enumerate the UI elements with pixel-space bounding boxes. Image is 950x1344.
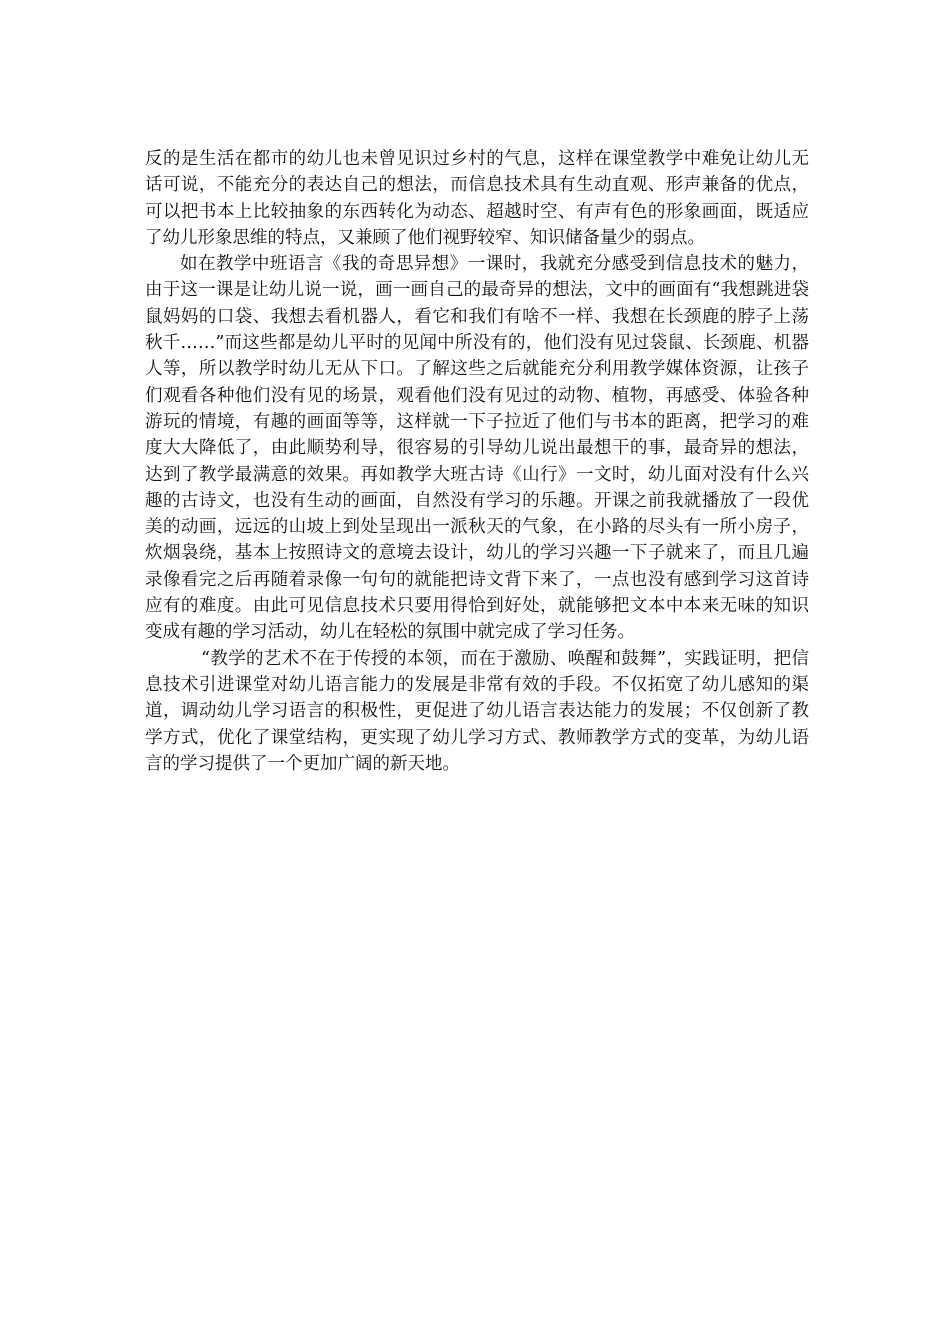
document-body [145,146,809,777]
paragraph-continuation: 反的是生活在都市的幼儿也未曾见识过乡村的气息，这样在课堂教学中难免让幼儿无话可说，不能充分的表达自己的想法，而信息技术具有生动直观、形声兼备的优点，可以把书本上比较抽象的东西转化为动态、超越时空、有声有色的形象画面，既适应了幼儿形象思维的特点，又兼顾了他们视野较窄、知识储备量少的弱点。 [145,149,809,248]
paragraph-example-lessons: 如在教学中班语言《我的奇思异想》一课时，我就充分感受到信息技术的魅力，由于这一课是让幼儿说一说，画一画自己的最奇异的想法，文中的画面有“我想跳进袋鼠妈妈的口袋、我想去看机器人，看它和我们有啥不一样、我想在长颈鹿的脖子上荡秋千……”而这些都是幼儿平时的见闻中所没有的，他们没有见过袋鼠、长颈鹿、机器人等，所以教学时幼儿无从下口。了解这些之后就能充分利用教学媒体资源，让孩子们观看各种他们没有见的场景，观看他们没有见过的动物、植物，再感受、体验各种游玩的情境，有趣的画面等等，这样就一下子拉近了他们与书本的距离，把学习的难度大大降低了，由此顺势利导，很容易的引导幼儿说出最想干的事，最奇异的想法，达到了教学最满意的效果。再如教学大班古诗《山行》一文时，幼儿面对没有什么兴趣的古诗文，也没有生动的画面，自然没有学习的乐趣。开课之前我就播放了一段优美的动画，远远的山坡上到处呈现出一派秋天的气象，在小路的尽头有一所小房子，炊烟袅绕，基本上按照诗文的意境去设计，幼儿的学习兴趣一下子就来了，而且几遍录像看完之后再随着录像一句句的就能把诗文背下来了，一点也没有感到学习这首诗应有的难度。由此可见信息技术只要用得恰到好处，就能够把文本中本来无味的知识变成有趣的学习活动，幼儿在轻松的氛围中就完成了学习任务。 [145,254,809,643]
paragraph-conclusion: “教学的艺术不在于传授的本领，而在于激励、唤醒和鼓舞”，实践证明，把信息技术引进课堂对幼儿语言能力的发展是非常有效的手段。不仅拓宽了幼儿感知的渠道，调动幼儿学习语言的积极性，更促进了幼儿语言表达能力的发展；不仅创新了教学方式，优化了课堂结构，更实现了幼儿学习方式、教师教学方式的变革，为幼儿语言的学习提供了一个更加广阔的新天地。 [145,648,809,774]
